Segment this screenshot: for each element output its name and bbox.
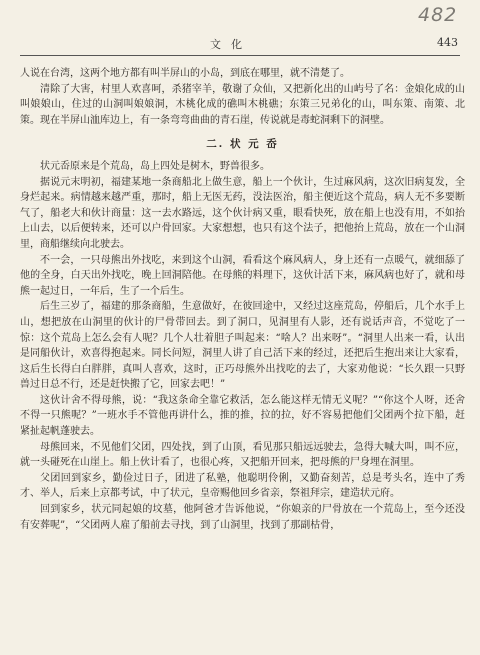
paragraph: 状元岙原来是个荒岛，岛上四处是树木，野兽很多。 <box>40 160 270 172</box>
paragraph: 不一会，一只母熊出外找吃，来到这个山洞，看看这个麻风病人，身上还有一点暖气，就细舔了他的全身，白天出外找吃，晚上回洞陪他。在母熊的料理下，这伙计活下来，麻风病也好了，就和母熊一起过日，一年后，生了一个后生。 <box>20 254 465 297</box>
paragraph: 清除了大害，村里人欢喜呵，杀猪宰羊，敬谢了众仙，又把新化出的山屿号了名：金娘化成的山叫娘娘山，住过的山洞叫娘娘洞，木桃化成的礁叫木桃礁；东策三兄弟化的山，叫东策、南策、北策。现在半屏山洫库边上，有一条弯弯曲曲的青石崖，传说就是毒蛇洞剩下的洞壁。 <box>20 83 465 126</box>
header-rule <box>20 55 460 56</box>
paragraph: 人说在台湾，这两个地方都有叫半屏山的小岛，到底在哪里，就不清楚了。 <box>20 68 350 79</box>
running-head: 文化 <box>210 38 252 51</box>
paragraph: 回到家乡，状元同起娘的坟墓，他阿爸才告诉他说，“你娘亲的尸骨放在一个荒岛上，至今还没有安葬呢”，“父团两人雇了船前去寻找，到了山洞里，找到了那副枯骨， <box>20 504 465 531</box>
paragraph: 据说元末明初，福建某地一条商船北上做生意，船上一个伙计，生过麻风病，这次旧病复发，全身烂起来。病情越来越严重，那时，船上无医无药，没法医治，船主便近这个荒岛，病人无不多要断气了，船老大和伙计商量：这一去水路远，这个伙计病又重，眼看快死，放在船上也没有用，不如抬上山去，以后便转来，还可以户骨回家。大家想想，也只有这个法子，把他抬上荒岛，放在一个山洞里，商船继续向北驶去。 <box>20 176 465 250</box>
paragraph: 这伙计舍不得母熊，说：“我这条命全靠它救活，怎么能这样无情无义呢？”“你这个人呀，还舍不得一只熊呢？”一班水手不管他再讲什么，推的推，拉的拉，好不容易把他们父团两个拉下船，赶紧扯起帆蓬驶去。 <box>20 394 465 438</box>
section-title: 二. 状 元 岙 <box>206 138 279 151</box>
page-number: 443 <box>437 36 458 49</box>
paragraph: 母熊回来，不见他们父团，四处找，到了山顶，看见那只船远远驶去，急得大喊大叫，叫不应，就一头碰死在山崖上。船上伙计看了，也很心疼，又把船开回来，把母熊的尸身埋在洞里。 <box>20 441 465 469</box>
page-body <box>20 66 465 533</box>
page-header <box>20 36 460 52</box>
paragraph: 父团回到家乡，勤俭过日子，团进了私塾，他聪明伶俐，又勤奋刻苦，总是考头名，连中了秀才、举人，后来上京都考试，中了状元，皇帝赐他回乡省亲，祭祖拜宗，建造状元府。 <box>20 472 465 500</box>
paragraph: 后生三岁了，福建的那条商船，生意做好，在彼回途中，又经过这座荒岛，停船后，几个水手上山，想把放在山洞里的伙计的尸骨带回去。到了洞口，见洞里有人影，还有说话声音，不觉吃了一惊：这个荒岛上怎么会有人呢？几个人壮着胆子叫起来：“啥人？出来呀”。“洞里人出来一看，认出是同船伙计，欢喜得抱起来。同长问短，洞里人讲了自己活下来的经过，还把后生抱出来让大家看，这后生长得白白胖胖，真叫人喜欢，这时，正巧母熊外出找吃的去了，大家劝他说：“长久跟一只野兽过日总不行，还是赶快搬了它，回家去吧！” <box>20 301 465 391</box>
handwritten-page-number: 482 <box>418 4 458 26</box>
